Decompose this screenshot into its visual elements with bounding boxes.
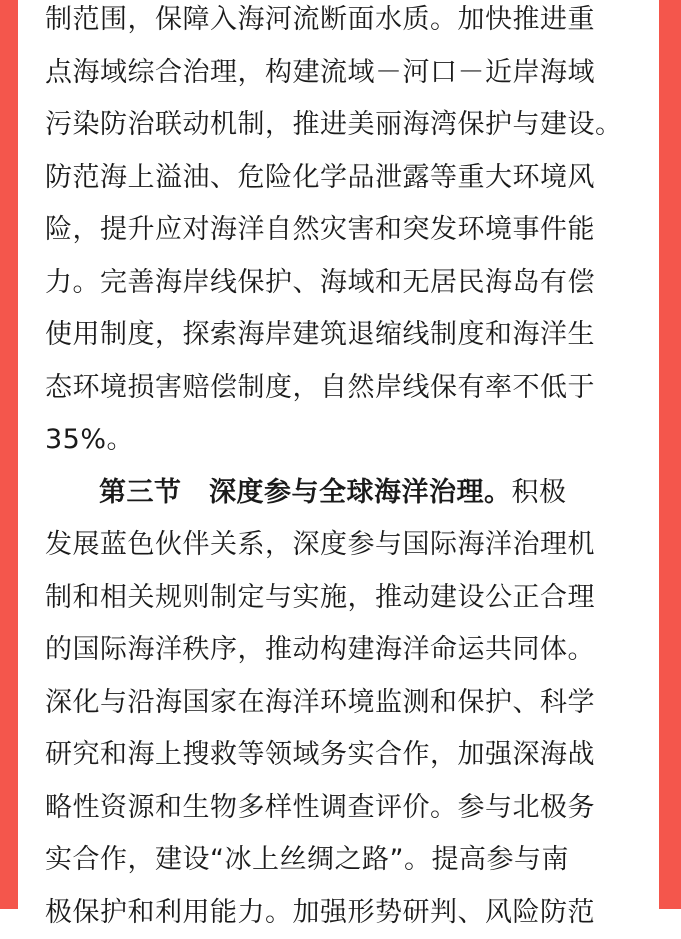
body-line: 略性资源和生物多样性调查评价。参与北极务 [45,782,645,835]
body-line: 极保护和利用能力。加强形势研判、风险防范 [45,887,645,939]
section-heading: 第三节 深度参与全球海洋治理。 [99,477,512,508]
body-line: 实合作，建设“冰上丝绸之路”。提高参与南 [45,834,645,887]
body-line: 污染防治联动机制，推进美丽海湾保护与建设。 [45,99,645,152]
body-line: 的国际海洋秩序，推动构建海洋命运共同体。 [45,624,645,677]
document-page [18,0,659,909]
body-line: 35%。 [45,414,645,467]
body-line: 发展蓝色伙伴关系，深度参与国际海洋治理机 [45,519,645,572]
body-line: 制和相关规则制定与实施，推动建设公正合理 [45,572,645,625]
body-line: 制范围，保障入海河流断面水质。加快推进重 [45,0,645,47]
body-line: 防范海上溢油、危险化学品泄露等重大环境风 [45,152,645,205]
body-line: 研究和海上搜救等领域务实合作，加强深海战 [45,729,645,782]
body-line: 深化与沿海国家在海洋环境监测和保护、科学 [45,677,645,730]
body-line: 点海域综合治理，构建流域－河口－近岸海域 [45,47,645,100]
right-red-border [659,0,681,909]
body-line: 使用制度，探索海岸建筑退缩线制度和海洋生 [45,309,645,362]
section-heading-continuation: 积极 [512,477,567,508]
left-red-border [0,0,18,909]
body-line: 力。完善海岸线保护、海域和无居民海岛有偿 [45,257,645,310]
body-line: 险，提升应对海洋自然灾害和突发环境事件能 [45,204,645,257]
text-body [45,0,645,939]
body-line: 态环境损害赔偿制度，自然岸线保有率不低于 [45,362,645,415]
section-heading-line [45,467,645,520]
